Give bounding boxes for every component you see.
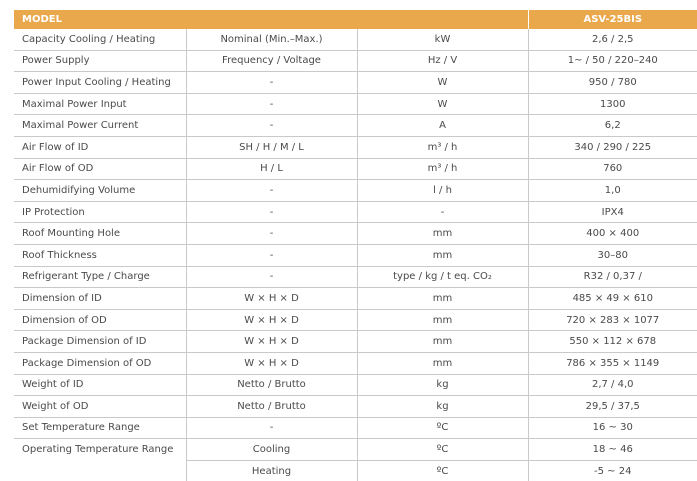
row-param: H / L xyxy=(186,158,357,180)
row-unit: m³ / h xyxy=(357,136,528,158)
row-label: Package Dimension of OD xyxy=(14,352,186,374)
row-value: 950 / 780 xyxy=(528,72,697,94)
row-param: - xyxy=(186,93,357,115)
row-label: Maximal Power Current xyxy=(14,115,186,137)
row-value: IPX4 xyxy=(528,201,697,223)
row-label: Dimension of OD xyxy=(14,309,186,331)
row-param: Heating xyxy=(186,460,357,481)
row-value: 485 × 49 × 610 xyxy=(528,288,697,310)
row-unit: A xyxy=(357,115,528,137)
row-value: 340 / 290 / 225 xyxy=(528,136,697,158)
row-label-empty xyxy=(14,460,186,481)
row-param: - xyxy=(186,115,357,137)
table-row xyxy=(14,29,697,50)
row-unit: kg xyxy=(357,374,528,396)
row-param: W × H × D xyxy=(186,309,357,331)
row-value: R32 / 0,37 / xyxy=(528,266,697,288)
header-row xyxy=(14,10,697,29)
row-param: - xyxy=(186,72,357,94)
row-value: 29,5 / 37,5 xyxy=(528,396,697,418)
model-value: ASV-25BIS xyxy=(528,10,697,29)
row-param: - xyxy=(186,266,357,288)
row-label: Maximal Power Input xyxy=(14,93,186,115)
table-row xyxy=(14,417,697,439)
row-param: - xyxy=(186,223,357,245)
row-label: Dimension of ID xyxy=(14,288,186,310)
row-param: Frequency / Voltage xyxy=(186,50,357,72)
row-param: W × H × D xyxy=(186,331,357,353)
row-value: 2,7 / 4,0 xyxy=(528,374,697,396)
row-param: W × H × D xyxy=(186,352,357,374)
row-label: Dehumidifying Volume xyxy=(14,180,186,202)
row-unit: l / h xyxy=(357,180,528,202)
row-unit: m³ / h xyxy=(357,158,528,180)
table-row xyxy=(14,352,697,374)
table-row xyxy=(14,460,697,481)
row-unit: kW xyxy=(357,29,528,50)
row-value: 1300 xyxy=(528,93,697,115)
row-value: 720 × 283 × 1077 xyxy=(528,309,697,331)
row-unit: mm xyxy=(357,331,528,353)
model-label: MODEL xyxy=(14,10,528,29)
row-label: IP Protection xyxy=(14,201,186,223)
row-param: - xyxy=(186,180,357,202)
row-label: Power Input Cooling / Heating xyxy=(14,72,186,94)
row-label: Weight of OD xyxy=(14,396,186,418)
row-unit: ºC xyxy=(357,460,528,481)
table-row xyxy=(14,115,697,137)
row-value: 18 ~ 46 xyxy=(528,439,697,461)
table-row xyxy=(14,331,697,353)
row-label: Capacity Cooling / Heating xyxy=(14,29,186,50)
row-unit: mm xyxy=(357,288,528,310)
row-unit: ºC xyxy=(357,417,528,439)
spec-table xyxy=(14,10,697,481)
table-row xyxy=(14,136,697,158)
row-label: Operating Temperature Range xyxy=(22,444,174,456)
table-row xyxy=(14,50,697,72)
row-value: 30–80 xyxy=(528,244,697,266)
row-value: 400 × 400 xyxy=(528,223,697,245)
row-value: 786 × 355 × 1149 xyxy=(528,352,697,374)
row-unit: kg xyxy=(357,396,528,418)
table-row xyxy=(14,244,697,266)
row-param: W × H × D xyxy=(186,288,357,310)
row-label: Refrigerant Type / Charge xyxy=(14,266,186,288)
row-label: Set Temperature Range xyxy=(14,417,186,439)
table-row xyxy=(14,309,697,331)
row-param: Nominal (Min.–Max.) xyxy=(186,29,357,50)
row-param: - xyxy=(186,201,357,223)
row-unit: mm xyxy=(357,352,528,374)
row-label: Air Flow of ID xyxy=(14,136,186,158)
spec-body xyxy=(14,29,697,481)
table-row xyxy=(14,180,697,202)
row-param: - xyxy=(186,244,357,266)
row-value: 16 ~ 30 xyxy=(528,417,697,439)
row-value: 760 xyxy=(528,158,697,180)
row-value: 6,2 xyxy=(528,115,697,137)
row-label: Package Dimension of ID xyxy=(14,331,186,353)
row-param: Netto / Brutto xyxy=(186,396,357,418)
table-row xyxy=(14,223,697,245)
table-row xyxy=(14,374,697,396)
row-unit: W xyxy=(357,93,528,115)
row-unit: W xyxy=(357,72,528,94)
row-param: Cooling xyxy=(186,439,357,461)
row-value: 1,0 xyxy=(528,180,697,202)
row-label: Air Flow of OD xyxy=(14,158,186,180)
row-label: Roof Thickness xyxy=(14,244,186,266)
row-unit: mm xyxy=(357,223,528,245)
table-row xyxy=(14,396,697,418)
row-value: 550 × 112 × 678 xyxy=(528,331,697,353)
table-row xyxy=(14,288,697,310)
table-row xyxy=(14,93,697,115)
row-label: Weight of ID xyxy=(14,374,186,396)
row-unit: type / kg / t eq. CO₂ xyxy=(357,266,528,288)
row-value: 1~ / 50 / 220–240 xyxy=(528,50,697,72)
table-row xyxy=(14,439,697,461)
row-unit: mm xyxy=(357,244,528,266)
row-param: SH / H / M / L xyxy=(186,136,357,158)
row-value: -5 ~ 24 xyxy=(528,460,697,481)
row-value: 2,6 / 2,5 xyxy=(528,29,697,50)
row-unit: Hz / V xyxy=(357,50,528,72)
row-label: Roof Mounting Hole xyxy=(14,223,186,245)
row-param: - xyxy=(186,417,357,439)
table-row xyxy=(14,266,697,288)
row-param: Netto / Brutto xyxy=(186,374,357,396)
row-unit: ºC xyxy=(357,439,528,461)
row-unit: - xyxy=(357,201,528,223)
row-unit: mm xyxy=(357,309,528,331)
table-row xyxy=(14,158,697,180)
table-row xyxy=(14,72,697,94)
table-row xyxy=(14,201,697,223)
row-label: Power Supply xyxy=(14,50,186,72)
